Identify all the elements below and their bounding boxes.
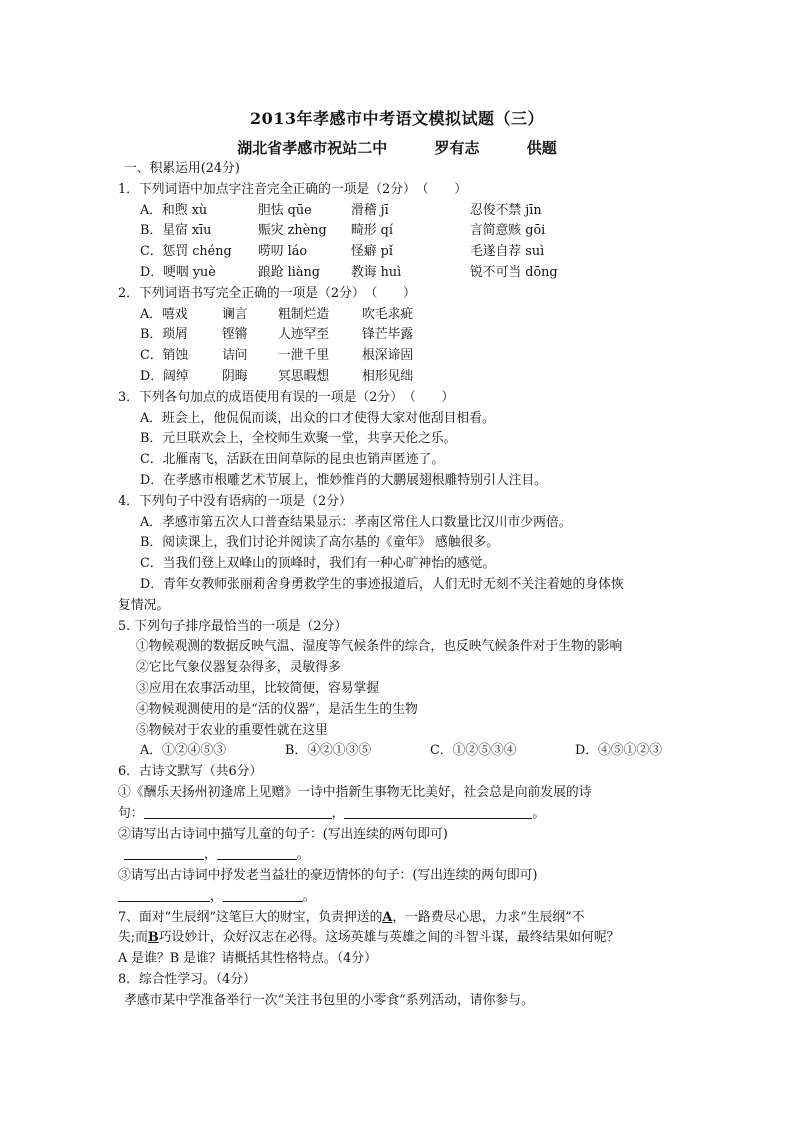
option-cell: 冥思暇想 <box>278 368 330 384</box>
option-cell: 根深谛固 <box>362 348 414 364</box>
answer-blank[interactable] <box>118 887 210 902</box>
option-cell: 铿锵 <box>222 327 248 343</box>
question-1-option-c <box>118 242 678 263</box>
question-5-item-2: ②它比气象仪器复杂得多，灵敏得多 <box>136 660 341 676</box>
question-3-option-c: C．北雁南飞，活跃在田间草际的昆虫也销声匿迹了。 <box>140 452 445 468</box>
marker-b: B <box>147 930 159 946</box>
choice-b: B．④②①③⑤ <box>285 743 372 759</box>
option-cell: 怪癖 pǐ <box>351 244 393 260</box>
option-cell: 言简意赅 gōi <box>470 223 546 239</box>
period: 。 <box>532 805 546 821</box>
question-5-item-3: ③应用在农事活动里，比较简便，容易掌握 <box>136 680 380 696</box>
option-cell: C．惩罚 chéng <box>140 244 232 260</box>
answer-blank[interactable] <box>223 887 303 902</box>
period: 。 <box>296 847 310 863</box>
page-title: 2013年孝感市中考语文模拟试题（三） <box>249 109 545 128</box>
option-cell: 谰言 <box>222 306 248 322</box>
question-6-stem: 6．古诗文默写（共6分） <box>118 764 263 780</box>
section-heading: 一、积累运用(24分) <box>124 161 240 176</box>
option-cell: 唠叨 láo <box>258 244 308 260</box>
option-cell: 粗制烂造 <box>278 306 330 322</box>
question-6-answer-2 <box>118 845 678 866</box>
question-4-option-a: A．孝感市第五次人口普查结果显示：孝南区常住人口数量比汉川市少两倍。 <box>140 514 572 530</box>
question-4-option-d-continued: 复情况。 <box>118 597 170 613</box>
answer-blank[interactable] <box>124 845 204 860</box>
option-cell: 相形见绌 <box>362 368 414 384</box>
question-1-stem: 1．下列词语中加点字注音完全正确的一项是（2分） （ ） <box>118 181 467 197</box>
option-cell: 锐不可当 dōng <box>470 264 558 280</box>
question-1-option-d <box>118 263 678 284</box>
question-7-line-2 <box>118 928 678 949</box>
author-name: 罗有志 <box>434 139 480 157</box>
option-cell: B．琐屑 <box>140 327 188 343</box>
question-7-line-1 <box>118 908 678 929</box>
choice-a: A．①②④⑤③ <box>140 743 227 759</box>
option-cell: 畸形 qí <box>351 223 393 239</box>
page-subtitle <box>0 137 794 158</box>
option-cell: 阴晦 <box>222 368 248 384</box>
option-cell: A．嘻戏 <box>140 306 188 322</box>
comma: ， <box>204 847 217 863</box>
option-cell: 胆怯 qūe <box>258 202 312 218</box>
author-role: 供题 <box>526 139 557 157</box>
question-3-stem: 3．下列各句加点的成语使用有误的一项是（2分） （ ） <box>118 389 455 405</box>
option-cell: 忍俊不禁 jīn <box>470 202 542 218</box>
answer-blank[interactable] <box>217 845 297 860</box>
option-cell: A．和煦 xù <box>140 202 208 218</box>
question-2-option-d <box>118 367 678 388</box>
choice-d: D．④⑤①②③ <box>575 743 663 759</box>
exam-body <box>118 159 678 1012</box>
option-cell: D．阔绰 <box>140 368 189 384</box>
option-cell: 一泄千里 <box>278 348 330 364</box>
question-6-prompt-3: ③请写出古诗词中抒发老当益壮的豪迈情怀的句子：(写出连续的两句即可) <box>118 868 538 884</box>
question-4-stem: 4．下列句子中没有语病的一项是（2分） <box>118 493 352 509</box>
question-5-item-4: ④物候观测使用的是“活的仪器”，是活生生的生物 <box>136 701 418 717</box>
question-6-answer-1 <box>118 804 678 825</box>
option-cell: 人迹罕至 <box>278 327 330 343</box>
answer-prefix: 句： <box>118 805 144 821</box>
option-cell: D．哽咽 yuè <box>140 264 216 280</box>
author-school: 湖北省孝感市祝站二中 <box>237 139 388 157</box>
question-2-option-c <box>118 346 678 367</box>
question-7-text: 7、面对“生辰纲”这笔巨大的财宝，负责押送的 <box>118 909 383 925</box>
period: 。 <box>302 888 316 904</box>
question-7-text: 巧设妙计，众好汉志在必得。这场英雄与英雄之间的斗智斗谋，最终结果如何呢？ <box>158 930 620 946</box>
question-2-option-a <box>118 305 678 326</box>
question-1-option-a <box>118 201 678 222</box>
comma: ， <box>331 805 345 821</box>
question-7-text: 失;而 <box>118 930 148 946</box>
question-8-stem: 8．综合性学习。（4分） <box>118 972 256 988</box>
comma: ， <box>210 888 223 904</box>
option-cell: 吹毛求疵 <box>362 306 414 322</box>
option-cell: 踉跄 liàng <box>258 264 320 280</box>
question-3-option-d: D．在孝感市根雕艺术节展上，惟妙惟肖的大鹏展翅根雕特别引人注目。 <box>140 472 547 488</box>
option-cell: B．星宿 xīu <box>140 223 212 239</box>
question-6-prompt-2: ②请写出古诗词中描写儿童的句子：(写出连续的两句即可) <box>118 826 448 842</box>
question-6-answer-3 <box>118 887 678 908</box>
question-7-text: ，一路费尽心思，力求“生辰纲”不 <box>392 909 585 925</box>
marker-a: A <box>382 909 393 925</box>
option-cell: 滑稽 jī <box>351 202 389 218</box>
question-6-prompt-1: ①《酬乐天扬州初逢席上见赠》一诗中指新生事物无比美好，社会总是向前发展的诗 <box>118 784 592 800</box>
option-cell: 毛遂自荐 suì <box>470 244 545 260</box>
question-5-item-5: ⑤物候对于农业的重要性就在这里 <box>136 722 328 738</box>
choice-c: C．①②⑤③④ <box>430 743 517 759</box>
question-3-option-b: B．元旦联欢会上，全校师生欢聚一堂，共享天伦之乐。 <box>140 431 457 447</box>
question-5-choices <box>118 741 678 762</box>
question-2-stem: 2．下列词语书写完全正确的一项是（2分） （ ） <box>118 285 416 301</box>
answer-blank[interactable] <box>144 804 332 819</box>
option-cell: 赈灾 zhèng <box>258 223 327 239</box>
question-8-intro: 孝感市某中学准备举行一次“关注书包里的小零食”系列活动，请你参与。 <box>124 992 534 1008</box>
option-cell: 教诲 huì <box>351 264 402 280</box>
option-cell: C．销蚀 <box>140 348 189 364</box>
option-cell: 诘问 <box>222 348 248 364</box>
answer-blank[interactable] <box>344 804 532 819</box>
question-5-stem: 5. 下列句子排序最恰当的一项是（2分） <box>118 618 348 634</box>
question-5-item-1: ①物候观测的数据反映气温、湿度等气候条件的综合，也反映气候条件对于生物的影响 <box>136 639 623 655</box>
question-2-option-b <box>118 325 678 346</box>
question-1-option-b <box>118 221 678 242</box>
question-4-option-b: B．阅读课上，我们讨论并阅读了高尔基的《童年》 感触很多。 <box>140 535 499 551</box>
question-3-option-a: A．班会上，他侃侃而谈，出众的口才使得大家对他刮目相看。 <box>140 410 495 426</box>
question-7-line-3: A 是谁？B 是谁？请概括其性格特点。（4分） <box>118 951 377 967</box>
question-4-option-d: D．青年女教师张丽莉舍身勇救学生的事迹报道后，人们无时无刻不关注着她的身体恢 <box>140 576 624 592</box>
option-cell: 锋芒毕露 <box>362 327 414 343</box>
question-4-option-c: C．当我们登上双峰山的顶峰时，我们有一种心旷神怡的感觉。 <box>140 556 496 572</box>
